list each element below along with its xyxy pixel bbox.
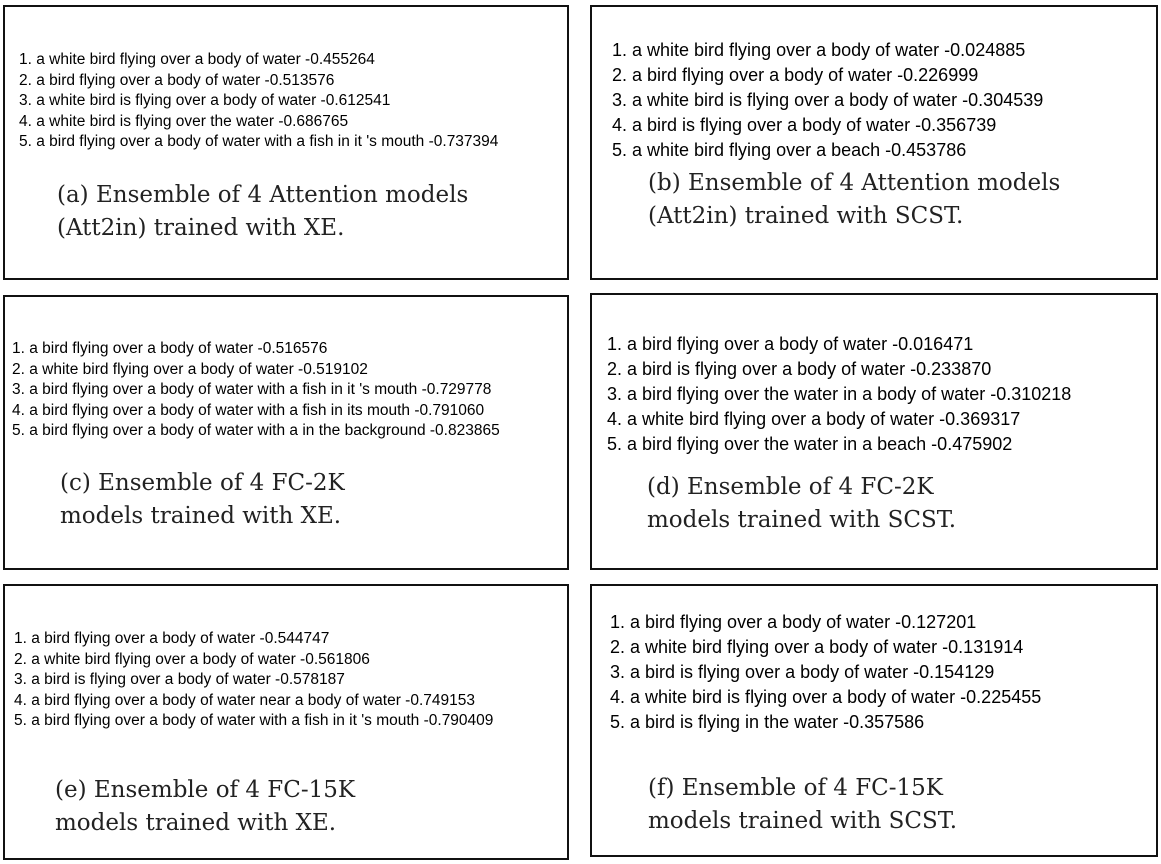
caption-item: 2. a bird flying over a body of water -0.513576 — [19, 71, 335, 89]
caption-item: 4. a white bird is flying over a body of water -0.225455 — [610, 687, 1042, 707]
panel-caption-line: (c) Ensemble of 4 FC-2K — [60, 470, 345, 496]
caption-item: 1. a bird flying over a body of water -0.127201 — [610, 612, 977, 632]
panel-caption-line: models trained with SCST. — [647, 507, 957, 533]
caption-item: 3. a bird is flying over a body of water -0.154129 — [610, 662, 995, 682]
caption-list — [607, 332, 1071, 457]
panel-caption-line: (d) Ensemble of 4 FC-2K — [647, 474, 934, 500]
panel-caption-line: (a) Ensemble of 4 Attention models — [57, 182, 469, 208]
caption-item: 5. a white bird flying over a beach -0.453786 — [612, 140, 967, 160]
caption-item: 4. a bird is flying over a body of water -0.356739 — [612, 115, 997, 135]
caption-item: 1. a white bird flying over a body of water -0.455264 — [19, 51, 375, 68]
caption-list — [612, 38, 1043, 163]
caption-item: 5. a bird flying over a body of water with a fish in it 's mouth -0.790409 — [14, 712, 494, 730]
caption-item: 5. a bird is flying in the water -0.357586 — [610, 712, 925, 732]
caption-item: 5. a bird flying over a body of water with a fish in it 's mouth -0.737394 — [19, 133, 499, 151]
caption-item: 1. a bird flying over a body of water -0.544747 — [14, 630, 330, 647]
caption-item: 3. a bird is flying over a body of water -0.578187 — [14, 671, 345, 689]
caption-item: 5. a bird flying over the water in a beach -0.475902 — [607, 434, 1013, 454]
caption-item: 2. a white bird flying over a body of water -0.561806 — [14, 650, 370, 668]
panel-caption — [648, 167, 1060, 233]
panel-caption — [57, 179, 468, 245]
panel-caption-line: models trained with SCST. — [648, 808, 958, 834]
panel-caption-line: (f) Ensemble of 4 FC-15K — [648, 775, 943, 801]
panel-caption — [55, 774, 355, 840]
panel-e — [3, 584, 569, 860]
caption-item: 4. a bird flying over a body of water with a fish in its mouth -0.791060 — [12, 401, 485, 419]
caption-item: 2. a bird flying over a body of water -0.226999 — [612, 65, 979, 85]
panel-caption-line: (b) Ensemble of 4 Attention models — [648, 170, 1061, 196]
caption-item: 4. a white bird flying over a body of water -0.369317 — [607, 409, 1021, 429]
caption-list — [14, 629, 493, 732]
caption-item: 1. a white bird flying over a body of water -0.024885 — [612, 40, 1026, 60]
panel-b — [590, 5, 1158, 280]
panel-caption-line: (Att2in) trained with SCST. — [648, 203, 964, 229]
caption-item: 4. a white bird is flying over the water -0.686765 — [19, 112, 349, 130]
panel-c — [3, 295, 569, 570]
panel-a — [3, 5, 569, 280]
caption-list — [19, 50, 498, 153]
panel-caption — [648, 772, 957, 838]
panel-caption-line: models trained with XE. — [55, 810, 337, 836]
caption-list — [610, 610, 1041, 735]
panel-d — [590, 293, 1158, 570]
panel-f — [590, 584, 1158, 857]
caption-list — [12, 339, 500, 442]
panel-caption-line: (e) Ensemble of 4 FC-15K — [55, 777, 356, 803]
caption-item: 3. a white bird is flying over a body of water -0.612541 — [19, 92, 391, 110]
caption-item: 2. a white bird flying over a body of water -0.131914 — [610, 637, 1024, 657]
panel-caption — [60, 467, 345, 533]
caption-item: 1. a bird flying over a body of water -0.016471 — [607, 334, 974, 354]
caption-item: 1. a bird flying over a body of water -0.516576 — [12, 340, 328, 357]
caption-item: 3. a bird flying over the water in a body of water -0.310218 — [607, 384, 1072, 404]
caption-item: 3. a white bird is flying over a body of water -0.304539 — [612, 90, 1044, 110]
caption-item: 4. a bird flying over a body of water near a body of water -0.749153 — [14, 691, 475, 709]
panel-caption — [647, 471, 956, 537]
caption-item: 2. a white bird flying over a body of water -0.519102 — [12, 360, 368, 378]
panel-caption-line: (Att2in) trained with XE. — [57, 215, 345, 241]
caption-item: 3. a bird flying over a body of water with a fish in it 's mouth -0.729778 — [12, 381, 492, 399]
panel-caption-line: models trained with XE. — [60, 503, 342, 529]
caption-item: 5. a bird flying over a body of water with a in the background -0.823865 — [12, 422, 500, 440]
caption-item: 2. a bird is flying over a body of water -0.233870 — [607, 359, 992, 379]
